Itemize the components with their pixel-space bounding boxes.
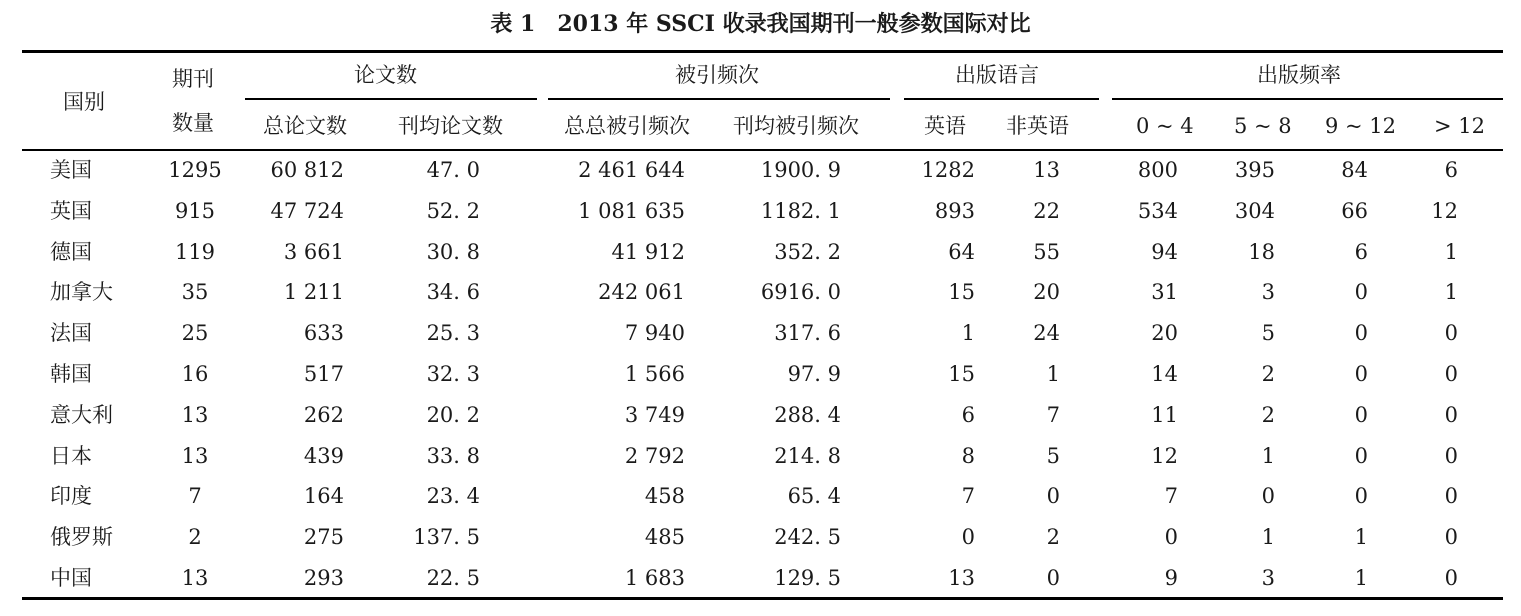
cell-freq-0-4: 7 [1164,484,1178,509]
cell-citations-avg: 317. 6 [774,321,841,346]
header-frequency-group: 出版频率 [1257,63,1341,87]
cell-papers-total: 293 [303,565,344,590]
cell-lang-non-english: 13 [1033,158,1060,182]
cell-freq-over-12: 0 [1444,402,1458,427]
cell-citations-total: 458 [644,484,685,509]
header-frequency-over-12: > 12 [1434,114,1485,138]
header-language-group: 出版语言 [955,63,1039,87]
cell-papers-total: 3 661 [283,239,344,264]
cell-citations-avg: 242. 5 [774,525,841,550]
cell-papers-avg: 30. 8 [426,239,480,264]
cell-journal-count: 2 [188,525,202,550]
cell-freq-9-12: 1 [1354,565,1368,590]
cell-freq-5-8: 0 [1261,484,1275,509]
table-row [0,395,1521,436]
cell-journal-count: 25 [181,321,209,346]
cell-freq-9-12: 1 [1354,525,1368,550]
cell-citations-avg: 288. 4 [774,402,841,427]
cell-lang-english: 15 [948,280,975,305]
cell-papers-avg: 23. 4 [426,484,480,509]
cell-citations-total: 7 940 [624,321,685,346]
cell-lang-english: 13 [948,565,975,590]
cell-country: 意大利 [50,402,113,427]
header-language-non-english: 非英语 [1006,114,1069,138]
header-frequency-5-8: 5 ~ 8 [1234,114,1292,138]
header-frequency-9-12: 9 ~ 12 [1325,114,1397,138]
cell-papers-total: 1 211 [283,280,344,305]
cell-lang-non-english: 22 [1033,198,1060,223]
cell-citations-total: 242 061 [598,280,685,305]
cell-lang-non-english: 7 [1046,402,1060,427]
cell-freq-9-12: 66 [1341,198,1368,223]
cell-papers-avg: 22. 5 [426,565,480,590]
table-row [0,232,1521,273]
cell-freq-9-12: 0 [1354,402,1368,427]
cell-papers-total: 633 [303,321,344,346]
cell-freq-5-8: 5 [1261,321,1275,346]
cell-freq-5-8: 3 [1261,565,1275,590]
cell-freq-5-8: 3 [1261,280,1275,305]
cell-freq-0-4: 94 [1151,239,1178,264]
cell-lang-non-english: 1 [1046,361,1060,386]
cell-lang-non-english: 24 [1033,321,1060,346]
cell-lang-english: 0 [961,525,975,550]
cell-freq-0-4: 800 [1137,158,1178,182]
cell-journal-count: 1295 [168,158,222,182]
cell-journal-count: 119 [174,239,216,264]
header-language-english: 英语 [924,114,966,138]
cell-citations-avg: 214. 8 [774,443,841,468]
cell-lang-english: 64 [948,239,975,264]
table-row [0,354,1521,395]
cell-journal-count: 13 [181,443,209,468]
cell-citations-total: 2 792 [624,443,685,468]
header-papers-avg: 刊均论文数 [398,114,503,138]
cell-citations-total: 3 749 [624,402,685,427]
header-journal-count-line1: 期刊 [172,67,214,91]
cell-lang-english: 1282 [921,158,975,182]
cell-country: 英国 [50,198,92,223]
cell-lang-english: 6 [961,402,975,427]
cell-papers-total: 439 [303,443,344,468]
cell-papers-total: 164 [303,484,344,509]
cell-papers-avg: 20. 2 [426,402,480,427]
cell-lang-non-english: 5 [1046,443,1060,468]
cell-freq-5-8: 2 [1261,402,1275,427]
cell-lang-non-english: 55 [1033,239,1060,264]
table-row [0,313,1521,354]
citations-group-rule [548,98,890,100]
cell-lang-english: 7 [961,484,975,509]
cell-journal-count: 13 [181,402,209,427]
cell-papers-avg: 32. 3 [426,361,480,386]
top-rule [22,50,1503,53]
cell-country: 加拿大 [50,280,113,305]
cell-citations-avg: 1900. 9 [760,158,841,182]
cell-lang-english: 15 [948,361,975,386]
cell-freq-0-4: 14 [1151,361,1178,386]
header-citations-avg: 刊均被引频次 [733,114,859,138]
papers-group-rule [245,98,537,100]
cell-freq-over-12: 1 [1444,239,1458,264]
cell-lang-english: 893 [934,198,975,223]
table-row [0,272,1521,313]
cell-freq-over-12: 0 [1444,443,1458,468]
cell-freq-0-4: 9 [1164,565,1178,590]
header-frequency-0-4: 0 ~ 4 [1136,114,1194,138]
cell-freq-over-12: 0 [1444,361,1458,386]
cell-freq-9-12: 6 [1354,239,1368,264]
cell-freq-0-4: 534 [1137,198,1178,223]
table-row [0,191,1521,232]
cell-lang-non-english: 0 [1046,484,1060,509]
cell-freq-5-8: 304 [1234,198,1275,223]
table-row [0,436,1521,477]
cell-journal-count: 915 [174,198,216,223]
cell-papers-avg: 47. 0 [426,158,480,182]
cell-lang-english: 1 [961,321,975,346]
cell-freq-0-4: 11 [1151,402,1178,427]
cell-citations-avg: 1182. 1 [760,198,841,223]
cell-papers-total: 60 812 [270,158,344,182]
cell-freq-5-8: 2 [1261,361,1275,386]
cell-freq-5-8: 1 [1261,443,1275,468]
cell-freq-9-12: 0 [1354,321,1368,346]
header-journal-count-line2: 数量 [172,111,214,135]
frequency-group-rule [1112,98,1503,100]
cell-citations-total: 1 683 [624,565,685,590]
table-body [0,150,1521,599]
cell-papers-total: 275 [303,525,344,550]
cell-papers-avg: 33. 8 [426,443,480,468]
table-row [0,476,1521,517]
cell-freq-9-12: 84 [1341,158,1368,182]
cell-journal-count: 13 [181,565,209,590]
cell-freq-5-8: 1 [1261,525,1275,550]
header-papers-total: 总论文数 [263,114,347,138]
cell-freq-9-12: 0 [1354,484,1368,509]
cell-freq-over-12: 0 [1444,484,1458,509]
header-country: 国别 [63,90,105,114]
cell-country: 德国 [50,239,92,264]
cell-freq-5-8: 395 [1234,158,1275,182]
cell-citations-avg: 352. 2 [774,239,841,264]
cell-freq-over-12: 1 [1444,280,1458,305]
cell-papers-total: 262 [303,402,344,427]
cell-citations-avg: 129. 5 [774,565,841,590]
cell-citations-total: 1 566 [624,361,685,386]
cell-freq-over-12: 6 [1444,158,1458,182]
cell-freq-0-4: 12 [1151,443,1178,468]
cell-freq-9-12: 0 [1354,361,1368,386]
table-row [0,150,1521,191]
cell-freq-0-4: 0 [1164,525,1178,550]
cell-freq-over-12: 12 [1431,198,1458,223]
cell-freq-9-12: 0 [1354,280,1368,305]
cell-country: 法国 [50,321,92,346]
cell-lang-non-english: 0 [1046,565,1060,590]
cell-freq-over-12: 0 [1444,525,1458,550]
cell-journal-count: 7 [188,484,202,509]
cell-freq-5-8: 18 [1248,239,1275,264]
cell-papers-total: 47 724 [270,198,344,223]
cell-citations-total: 41 912 [611,239,685,264]
cell-papers-total: 517 [303,361,344,386]
cell-country: 日本 [50,443,92,468]
cell-citations-avg: 97. 9 [787,361,841,386]
cell-lang-non-english: 2 [1046,525,1060,550]
cell-papers-avg: 25. 3 [426,321,480,346]
header-citations-group: 被引频次 [675,63,759,87]
table-row [0,558,1521,599]
cell-freq-0-4: 31 [1151,280,1178,305]
cell-citations-avg: 65. 4 [787,484,841,509]
cell-citations-total: 1 081 635 [578,198,685,223]
cell-papers-avg: 34. 6 [426,280,480,305]
cell-lang-english: 8 [961,443,975,468]
cell-freq-9-12: 0 [1354,443,1368,468]
cell-journal-count: 16 [181,361,209,386]
cell-journal-count: 35 [181,280,209,305]
cell-citations-total: 2 461 644 [578,158,685,182]
cell-country: 中国 [50,565,92,590]
cell-citations-total: 485 [644,525,685,550]
table-caption: 表 1 2013 年 SSCI 收录我国期刊一般参数国际对比 [490,11,1031,37]
cell-citations-avg: 6916. 0 [760,280,841,305]
cell-country: 印度 [50,484,92,509]
cell-freq-0-4: 20 [1151,321,1178,346]
cell-freq-over-12: 0 [1444,321,1458,346]
header-citations-total: 总总被引频次 [564,114,690,138]
table-row [0,517,1521,558]
cell-papers-avg: 52. 2 [426,198,480,223]
cell-country: 美国 [50,158,92,182]
cell-freq-over-12: 0 [1444,565,1458,590]
cell-papers-avg: 137. 5 [413,525,480,550]
cell-country: 韩国 [50,361,92,386]
cell-country: 俄罗斯 [50,525,113,550]
language-group-rule [904,98,1099,100]
header-papers-group: 论文数 [354,63,417,87]
cell-lang-non-english: 20 [1033,280,1060,305]
